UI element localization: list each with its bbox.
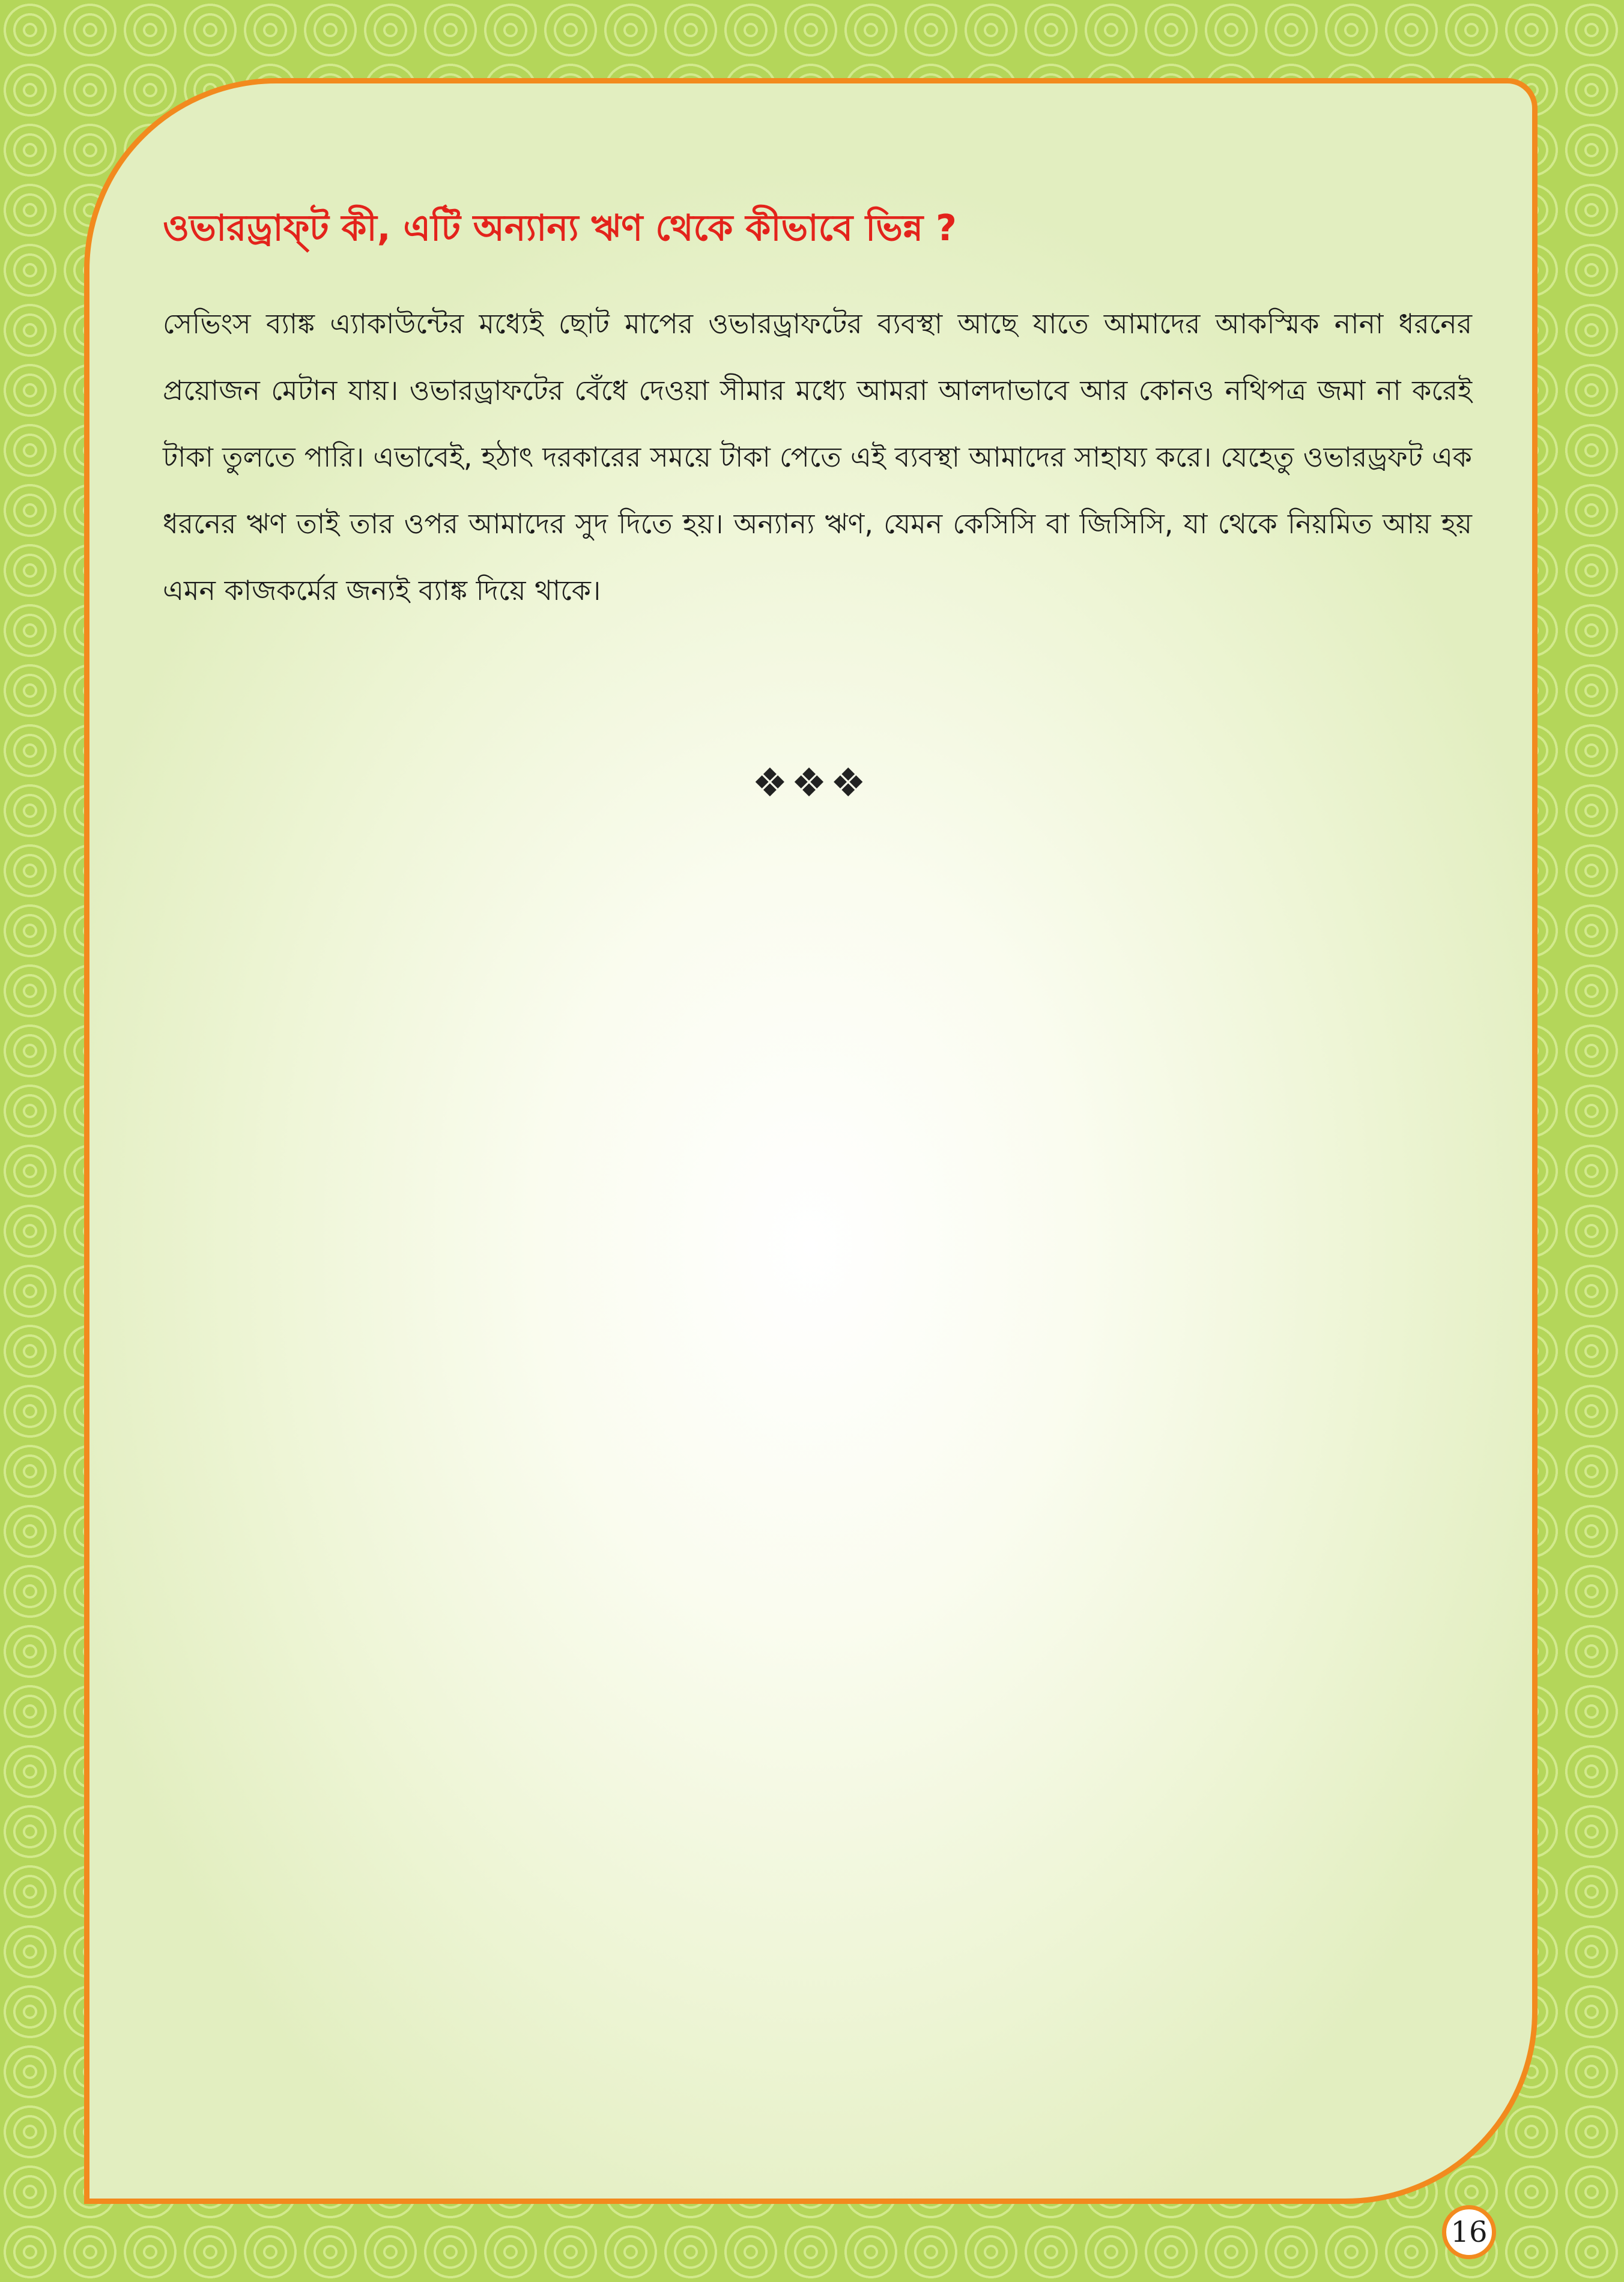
body-paragraph: সেভিংস ব্যাঙ্ক এ্যাকাউন্টের মধ্যেই ছোট মাপের ওভারড্রাফটের ব্যবস্থা আছে যাতে আমাদের আকস্মিক নানা ধরনের প্রয়োজন মেটান যায়। ওভারড্রাফটের বেঁধে দেওয়া সীমার মধ্যে আমরা আলদাভাবে আর কোনও নথিপত্র জমা না করেই টাকা তুলতে পারি। এভাবেই, হঠাৎ দরকারের সময়ে টাকা পেতে এই ব্যবস্থা আমাদের সাহায্য করে। যেহেতু ওভারড্রফট এক ধরনের ঋণ তাই তার ওপর আমাদের সুদ দিতে হয়। অন্যান্য ঋণ, যেমন কেসিসি বা জিসিসি, যা থেকে নিয়মিত আয় হয় এমন কাজকর্মের জন্যই ব্যাঙ্ক দিয়ে থাকে।: [163, 307, 1472, 607]
page-heading: ওভারড্রাফ্‌ট কী, এটি অন্যান্য ঋণ থেকে কীভাবে ভিন্ন ?: [163, 207, 957, 249]
section-end-ornament: ❖❖❖: [752, 760, 870, 806]
content-panel: [84, 78, 1538, 2204]
page-number-badge: 16: [1442, 2205, 1496, 2259]
